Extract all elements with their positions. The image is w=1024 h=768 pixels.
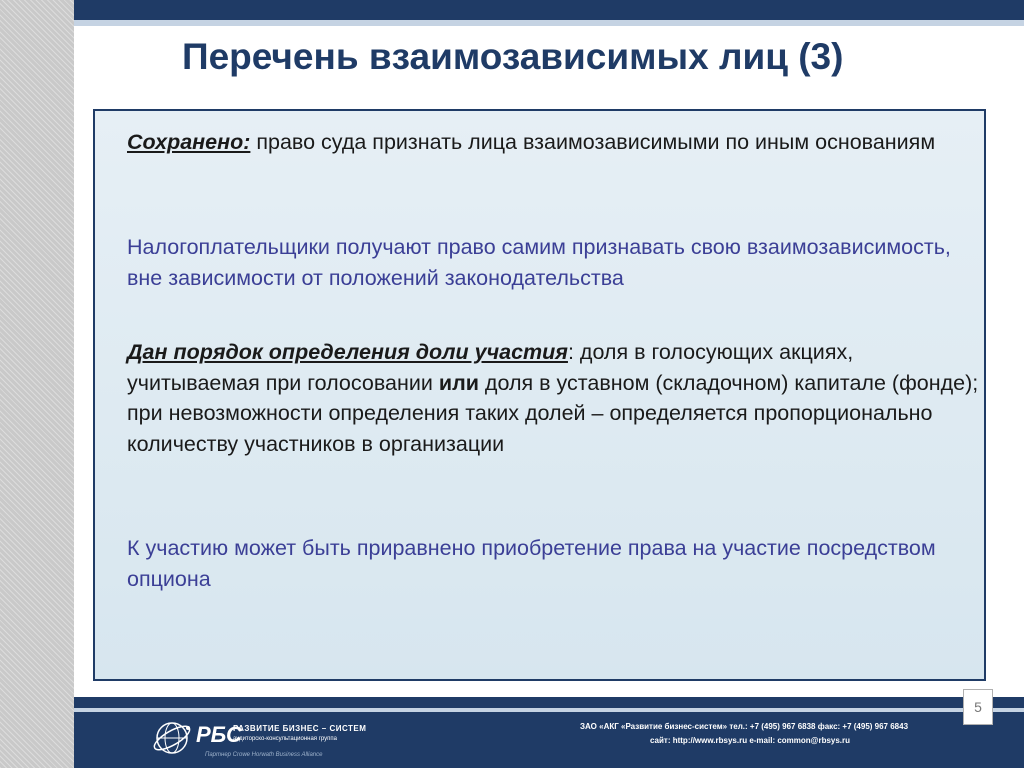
logo-company-name: РАЗВИТИЕ БИЗНЕС – СИСТЕМ (233, 724, 367, 733)
footer-bar (74, 697, 1024, 708)
slide-title: Перечень взаимозависимых лиц (3) (182, 36, 844, 77)
paragraph-taxpayers: Налогоплательщики получают право самим признавать свою взаимозависимость, вне зависимости от положений законодательства (127, 235, 951, 290)
saved-text: право суда признать лица взаимозависимыми по иным основаниям (250, 130, 936, 154)
share-order-emphasis: или (438, 370, 479, 395)
paragraph-share-order (127, 337, 987, 459)
share-order-text-b: доля в уставном (складочном) капитале (фонде); при невозможности определения таких долей – определяется пропорционально количеству участников в организации (127, 370, 979, 456)
decorative-left-strip (0, 0, 74, 768)
paragraph-option: К участию может быть приравнено приобретение права на участие посредством опциона (127, 536, 936, 591)
logo-partner-note: Партнер Crowe Horwath Business Alliance (205, 752, 323, 758)
globe-orbit-icon (150, 716, 194, 760)
share-order-text-a: : доля в голосующих акциях, учитываемая при голосовании (127, 340, 854, 395)
header-bar (74, 0, 1024, 20)
paragraph-saved (127, 127, 987, 158)
header-bar-accent (74, 20, 1024, 26)
logo-tagline: аудиторско-консультационная группа (233, 736, 337, 742)
page-number: 5 (963, 689, 993, 725)
logo-abbreviation: РБС (196, 722, 242, 747)
footer-contact-line-1: ЗАО «АКГ «Развитие бизнес-систем» тел.: +7 (495) 967 6838 факс: +7 (495) 967 6843 (580, 722, 909, 731)
footer-contact-line-2: сайт: http://www.rbsys.ru e-mail: common@rbsys.ru (650, 736, 851, 745)
share-order-label: Дан порядок определения доли участия (127, 340, 568, 364)
saved-label: Сохранено: (127, 130, 251, 154)
